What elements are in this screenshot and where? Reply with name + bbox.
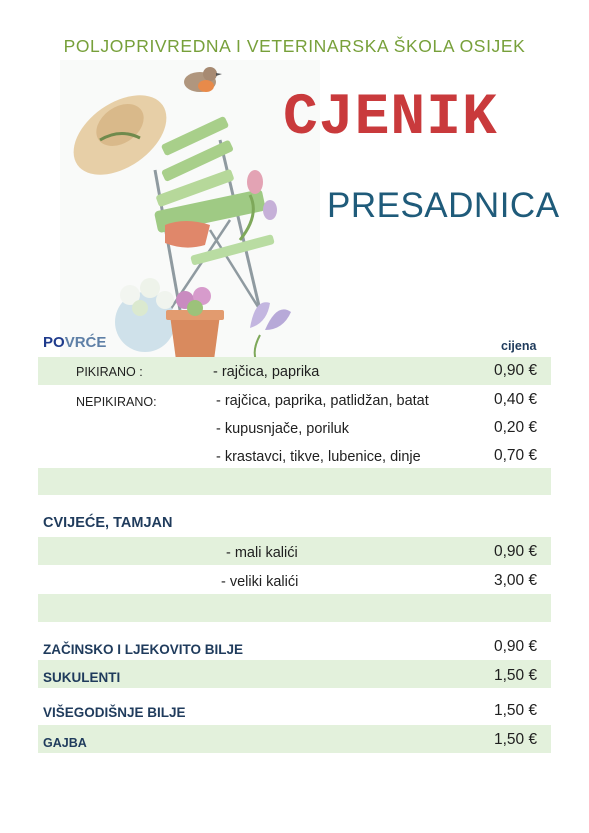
nepikirano-label: NEPIKIRANO: (76, 395, 157, 409)
item-price: 0,90 € (494, 543, 538, 560)
pikirano-label: PIKIRANO : (76, 365, 143, 379)
section-title-povrce (43, 334, 106, 351)
price-column-header: cijena (501, 339, 537, 353)
category-name: GAJBA (43, 736, 87, 750)
category-name: SUKULENTI (43, 670, 121, 685)
row-band (38, 594, 551, 622)
category-price: 1,50 € (494, 667, 538, 684)
school-name: POLJOPRIVREDNA I VETERINARSKA ŠKOLA OSIJEK (63, 36, 526, 56)
category-name: ZAČINSKO I LJEKOVITO BILJE (43, 642, 244, 657)
item-price: 0,70 € (494, 447, 538, 464)
item-name: - kupusnjače, poriluk (216, 421, 349, 437)
item-price: 3,00 € (494, 572, 538, 589)
item-name: - rajčica, paprika, patlidžan, batat (216, 393, 429, 409)
row-band (38, 725, 551, 753)
item-name: - veliki kalići (221, 574, 299, 590)
garden-chair-illustration (60, 60, 320, 370)
item-price: 0,40 € (494, 391, 538, 408)
page-title: CJENIK (283, 86, 498, 151)
category-price: 1,50 € (494, 731, 538, 748)
item-price: 0,90 € (494, 362, 538, 379)
item-price: 0,20 € (494, 419, 538, 436)
category-price: 0,90 € (494, 638, 538, 655)
item-name: - rajčica, paprika (213, 364, 320, 380)
page-subtitle: PRESADNICA (327, 186, 560, 225)
section-title-povrce-rest: VRĆE (64, 334, 107, 351)
row-band (38, 468, 551, 495)
item-name: - krastavci, tikve, lubenice, dinje (216, 449, 421, 465)
category-price: 1,50 € (494, 702, 538, 719)
item-name: - mali kalići (226, 545, 298, 561)
category-name: VIŠEGODIŠNJE BILJE (43, 705, 186, 720)
section-title-povrce-prefix: PO (43, 334, 65, 351)
section-title-cvijece: CVIJEĆE, TAMJAN (43, 515, 173, 531)
